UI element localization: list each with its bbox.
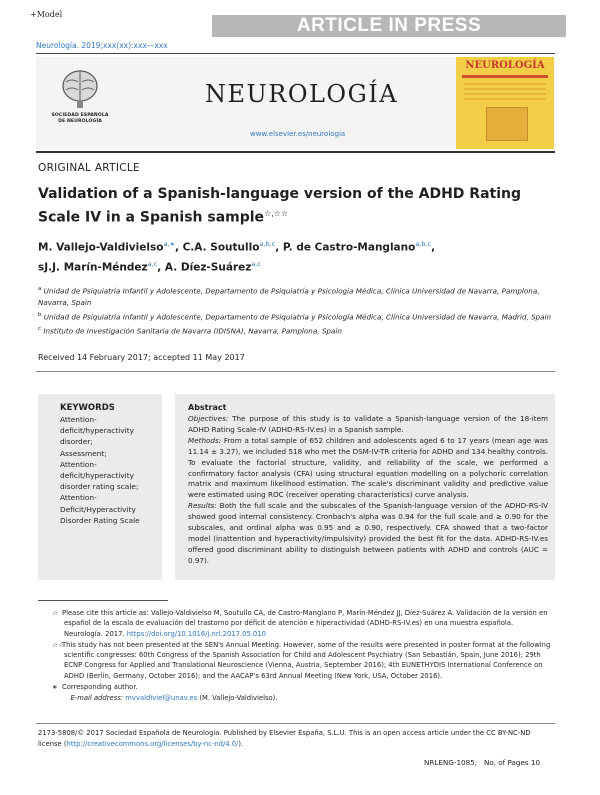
license-link[interactable]: http://creativecommons.org/licenses/by-nc-nd/4.0/ — [66, 739, 239, 748]
author: P. de Castro-Manglano — [282, 241, 416, 254]
journal-citation: Neurología. 2019;xxx(xx):xxx—xxx — [36, 41, 168, 50]
cover-image — [486, 107, 528, 141]
article-type: ORIGINAL ARTICLE — [38, 162, 140, 174]
footnote-presentation: ☆☆This study has not been presented at the SEN's Annual Meeting. However, some of the results were presented in poster format at the following scientific congresses: 60th Congress of the Spanish Association for Child and Adolescent Psychiatry (San Sebastián, Spain, June 2016); 29th ECNP Congress for Applied and Translational Neuroscience (Vienna, Austria, September 2016); 4th EUNETHYDIS International Conference on ADHD (Berlin, Germany, October 2016); and the AACAP's 63rd Annual Meeting (New York, USA, October 2016). — [52, 640, 551, 680]
footnotes — [52, 608, 554, 705]
article-in-press-banner: ARTICLE IN PRESS — [212, 15, 566, 37]
keyword: Attention-deficit/hyperactivity disorder rating scale; — [60, 459, 139, 492]
brain-logo-icon — [60, 68, 100, 110]
title-footnote-marks[interactable]: ☆,☆☆ — [264, 209, 289, 218]
affiliation-item: $^a$ Unidad de Psiquiatría Infantil y Adolescente, Departamento de Psiquiatría y Psicología Médica, Clínica Universidad de Navarra, Pamplona, Navarra, Spain — [38, 286, 540, 307]
keywords-title: KEYWORDS — [60, 403, 115, 413]
copyright-notice: 2173-5808/© 2017 Sociedad Española de Neurología. Published by Elsevier España, S.L.U. This is an open access article under the CC BY-NC-ND license (http://creativecommons.org/licenses/by-nc-nd/4.0/). — [38, 729, 531, 748]
affiliations — [38, 284, 558, 339]
masthead-rule — [36, 151, 555, 153]
keyword: Attention-Deficit/Hyperactivity Disorder Rating Scale — [60, 493, 140, 525]
journal-url-link[interactable]: www.elsevier.es/neurologia — [250, 130, 346, 138]
society-logo — [38, 64, 122, 144]
cover-strip — [462, 75, 548, 78]
copyright-rule — [36, 723, 555, 724]
keywords-box — [38, 394, 162, 580]
footnote-citation: ☆ Please cite this article as: Vallejo-Valdivielso M, Soutullo CA, de Castro-Manglano P, Marín-Méndez JJ, Díez-Suárez A. Validación de la versión en español de la escala de evaluación del trastorno por déficit de atención e hiperactividad (ADHD-RS-IV.es) en una muestra española. Neurología. 2017. https://doi.org/10.1016/j.nrl.2017.05.010 — [52, 609, 548, 638]
author-affiliation-marks[interactable]: a,∗ — [163, 240, 175, 248]
article-code: NRLENG-1085; — [424, 758, 478, 767]
abstract-objectives: Objectives: The purpose of this study is to validate a Spanish-language version of the 18-item ADHD Rating Scale-IV (ADHD-RS-IV.es) in a Spanish sample. — [188, 414, 548, 434]
footnote-email: E-mail address: mvvaldiviel@unav.es (M. Vallejo-Valdivielso). — [70, 694, 278, 703]
page-footer — [424, 758, 540, 767]
model-tag: +Model — [30, 10, 63, 19]
author-affiliation-marks[interactable]: a,b,c — [415, 240, 432, 248]
author: C.A. Soutullo — [182, 241, 260, 254]
affiliation-item: $^c$ Instituto de Investigación Sanitaria de Navarra (IDISNA), Navarra, Pamplona, Spain — [38, 326, 342, 336]
abstract-results: Results: Both the full scale and the subscales of the Spanish-language version of the ADHD-RS-IV showed good internal consistency. Cronbach's alpha was 0.94 for the full scale and ≥ 0.90 for the subscales, and ordinal alpha was 0.95 and ≥ 0.90, respectively. CFA showed that a two-factor model (inattention and hyperactivity/impulsivity) provided the best fit for the data. ADHD-RS-IV.es offered good discriminant ability to distinguish between patients with ADHD and controls (AUC = 0.97). — [188, 501, 548, 565]
journal-title: NEUROLOGÍA — [205, 80, 399, 108]
author: sJ.J. Marín-Méndez — [38, 261, 148, 273]
footnote-rule — [38, 600, 168, 601]
author-affiliation-marks[interactable]: a,c — [147, 259, 158, 268]
abstract-box — [175, 394, 555, 580]
email-link[interactable]: mvvaldiviel@unav.es — [125, 694, 198, 703]
page-count: No. of Pages 10 — [484, 758, 541, 767]
abstract-text — [188, 414, 548, 567]
cover-title: NEUROLOGÍA — [465, 60, 545, 71]
header-rule — [36, 53, 555, 54]
received-rule — [36, 371, 555, 372]
society-name: SOCIEDAD ESPAÑOLA DE NEUROLOGÍA — [51, 113, 109, 124]
doi-link[interactable]: https://doi.org/10.1016/j.nrl.2017.05.010 — [126, 629, 266, 638]
author: M. Vallejo-Valdivielso — [38, 241, 164, 254]
author-list: M. Vallejo-Valdivielso$^{a,∗}$, C.A. Soutullo$^{a,b,c}$, P. de Castro-Manglano$^{a,b,c}$, sJ.J. Marín-Méndez$^{a,c}$, A. Díez-Suárez$^{a,c}$ — [38, 240, 436, 273]
footnote-corresponding: ∗ Corresponding author. — [52, 683, 138, 692]
affiliation-item: $^b$ Unidad de Psiquiatría Infantil y Adolescente, Departamento de Psiquiatría y Psicología Médica, Clínica Universidad de Navarra, Madrid, Spain — [38, 311, 552, 322]
author: A. Díez-Suárez — [164, 261, 252, 273]
keywords-list — [60, 414, 160, 526]
article-title: Validation of a Spanish-language version of the ADHD Rating Scale IV in a Spanish sample☆,☆☆ — [38, 186, 522, 226]
abstract-methods: Methods: From a total sample of 652 children and adolescents aged 6 to 17 years (mean age was 11.14 ± 3.27), we included 518 who met the DSM-IV-TR criteria for ADHD and 134 healthy controls. To evaluate the factorial structure, validity, and reliability of the scale, we performed a confirmatory factor analysis (CFA) using structural equation modelling on a polychoric correlation matrix and maximum likelihood estimation. The scale's discriminant validity and predictive value were estimated using ROC (receiver operating characteristics) curve analysis. — [188, 435, 548, 500]
received-dates: Received 14 February 2017; accepted 11 May 2017 — [38, 353, 245, 362]
journal-cover — [456, 57, 554, 149]
keyword: Attention-deficit/hyperactivity disorder; — [60, 415, 134, 447]
author-affiliation-marks[interactable]: a,b,c — [259, 240, 276, 248]
cover-lines — [464, 83, 546, 103]
author-affiliation-marks[interactable]: a,c — [251, 259, 261, 268]
keyword: Assessment; — [60, 448, 107, 458]
abstract-title: Abstract — [188, 403, 227, 412]
